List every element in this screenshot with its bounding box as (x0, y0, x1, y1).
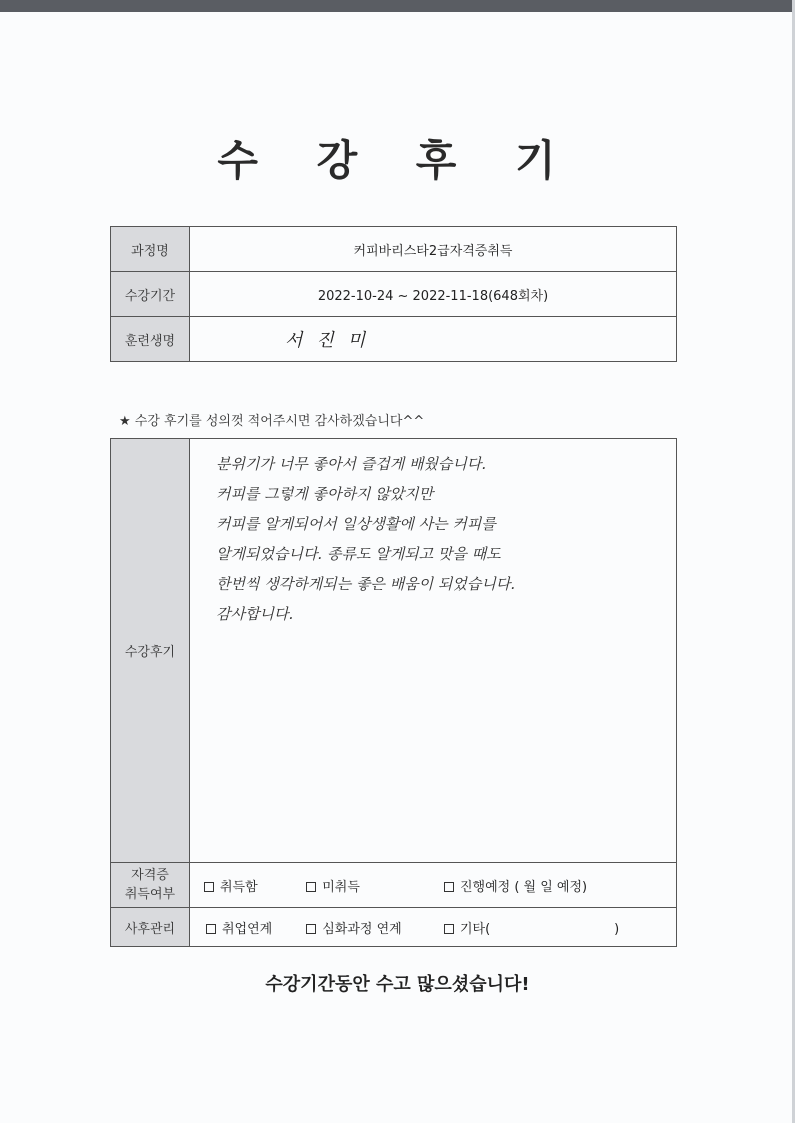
review-line: 분위기가 너무 좋아서 즐겁게 배웠습니다. (216, 455, 487, 473)
scan-edge-top (0, 0, 795, 12)
certificate-label-line2: 취득여부 (124, 887, 176, 902)
checkbox-icon[interactable] (204, 882, 214, 892)
option-other[interactable]: 기타( ) (434, 908, 677, 947)
certificate-row (111, 863, 677, 908)
option-employment[interactable]: 취업연계 (190, 908, 299, 947)
checkbox-icon[interactable] (306, 924, 316, 934)
option-not-acquired[interactable]: 미취득 (298, 863, 434, 908)
course-label: 과정명 (111, 227, 190, 272)
page-title: 수 강 후 기 (217, 136, 578, 185)
review-table (110, 438, 677, 947)
period-row (111, 272, 677, 317)
review-line: 감사합니다. (216, 605, 294, 623)
review-handwriting (190, 439, 677, 863)
review-line: 알게되었습니다. 종류도 알게되고 맛을 때도 (216, 545, 501, 563)
option-advanced[interactable]: 심화과정 연계 (298, 908, 434, 947)
trainee-label: 훈련생명 (111, 317, 190, 362)
review-line: 커피를 그렇게 좋아하지 않았지만 (216, 485, 434, 503)
certificate-label-line1: 자격증 (131, 868, 169, 883)
followup-label: 사후관리 (111, 908, 190, 947)
checkbox-icon[interactable] (306, 882, 316, 892)
course-value: 커피바리스타2급자격증취득 (190, 227, 677, 272)
review-row (111, 439, 677, 863)
review-label: 수강후기 (111, 439, 190, 863)
certificate-label (111, 863, 190, 908)
closing-message: 수강기간동안 수고 많으셨습니다! (265, 974, 530, 995)
course-row (111, 227, 677, 272)
course-info-table (110, 226, 677, 362)
trainee-signature: 서진미 (190, 317, 677, 362)
followup-row (111, 908, 677, 947)
option-acquired[interactable]: 취득함 (190, 863, 299, 908)
notice-text: ★ 수강 후기를 성의껏 적어주시면 감사하겠습니다^^ (119, 414, 425, 429)
option-planned[interactable]: 진행예정 ( 월 일 예정) (434, 863, 677, 908)
period-label: 수강기간 (111, 272, 190, 317)
period-value: 2022-10-24 ~ 2022-11-18(648회차) (190, 272, 677, 317)
review-line: 한번씩 생각하게되는 좋은 배움이 되었습니다. (216, 575, 516, 593)
checkbox-icon[interactable] (444, 924, 454, 934)
trainee-row (111, 317, 677, 362)
review-line: 커피를 알게되어서 일상생활에 사는 커피를 (216, 515, 496, 533)
checkbox-icon[interactable] (444, 882, 454, 892)
checkbox-icon[interactable] (206, 924, 216, 934)
